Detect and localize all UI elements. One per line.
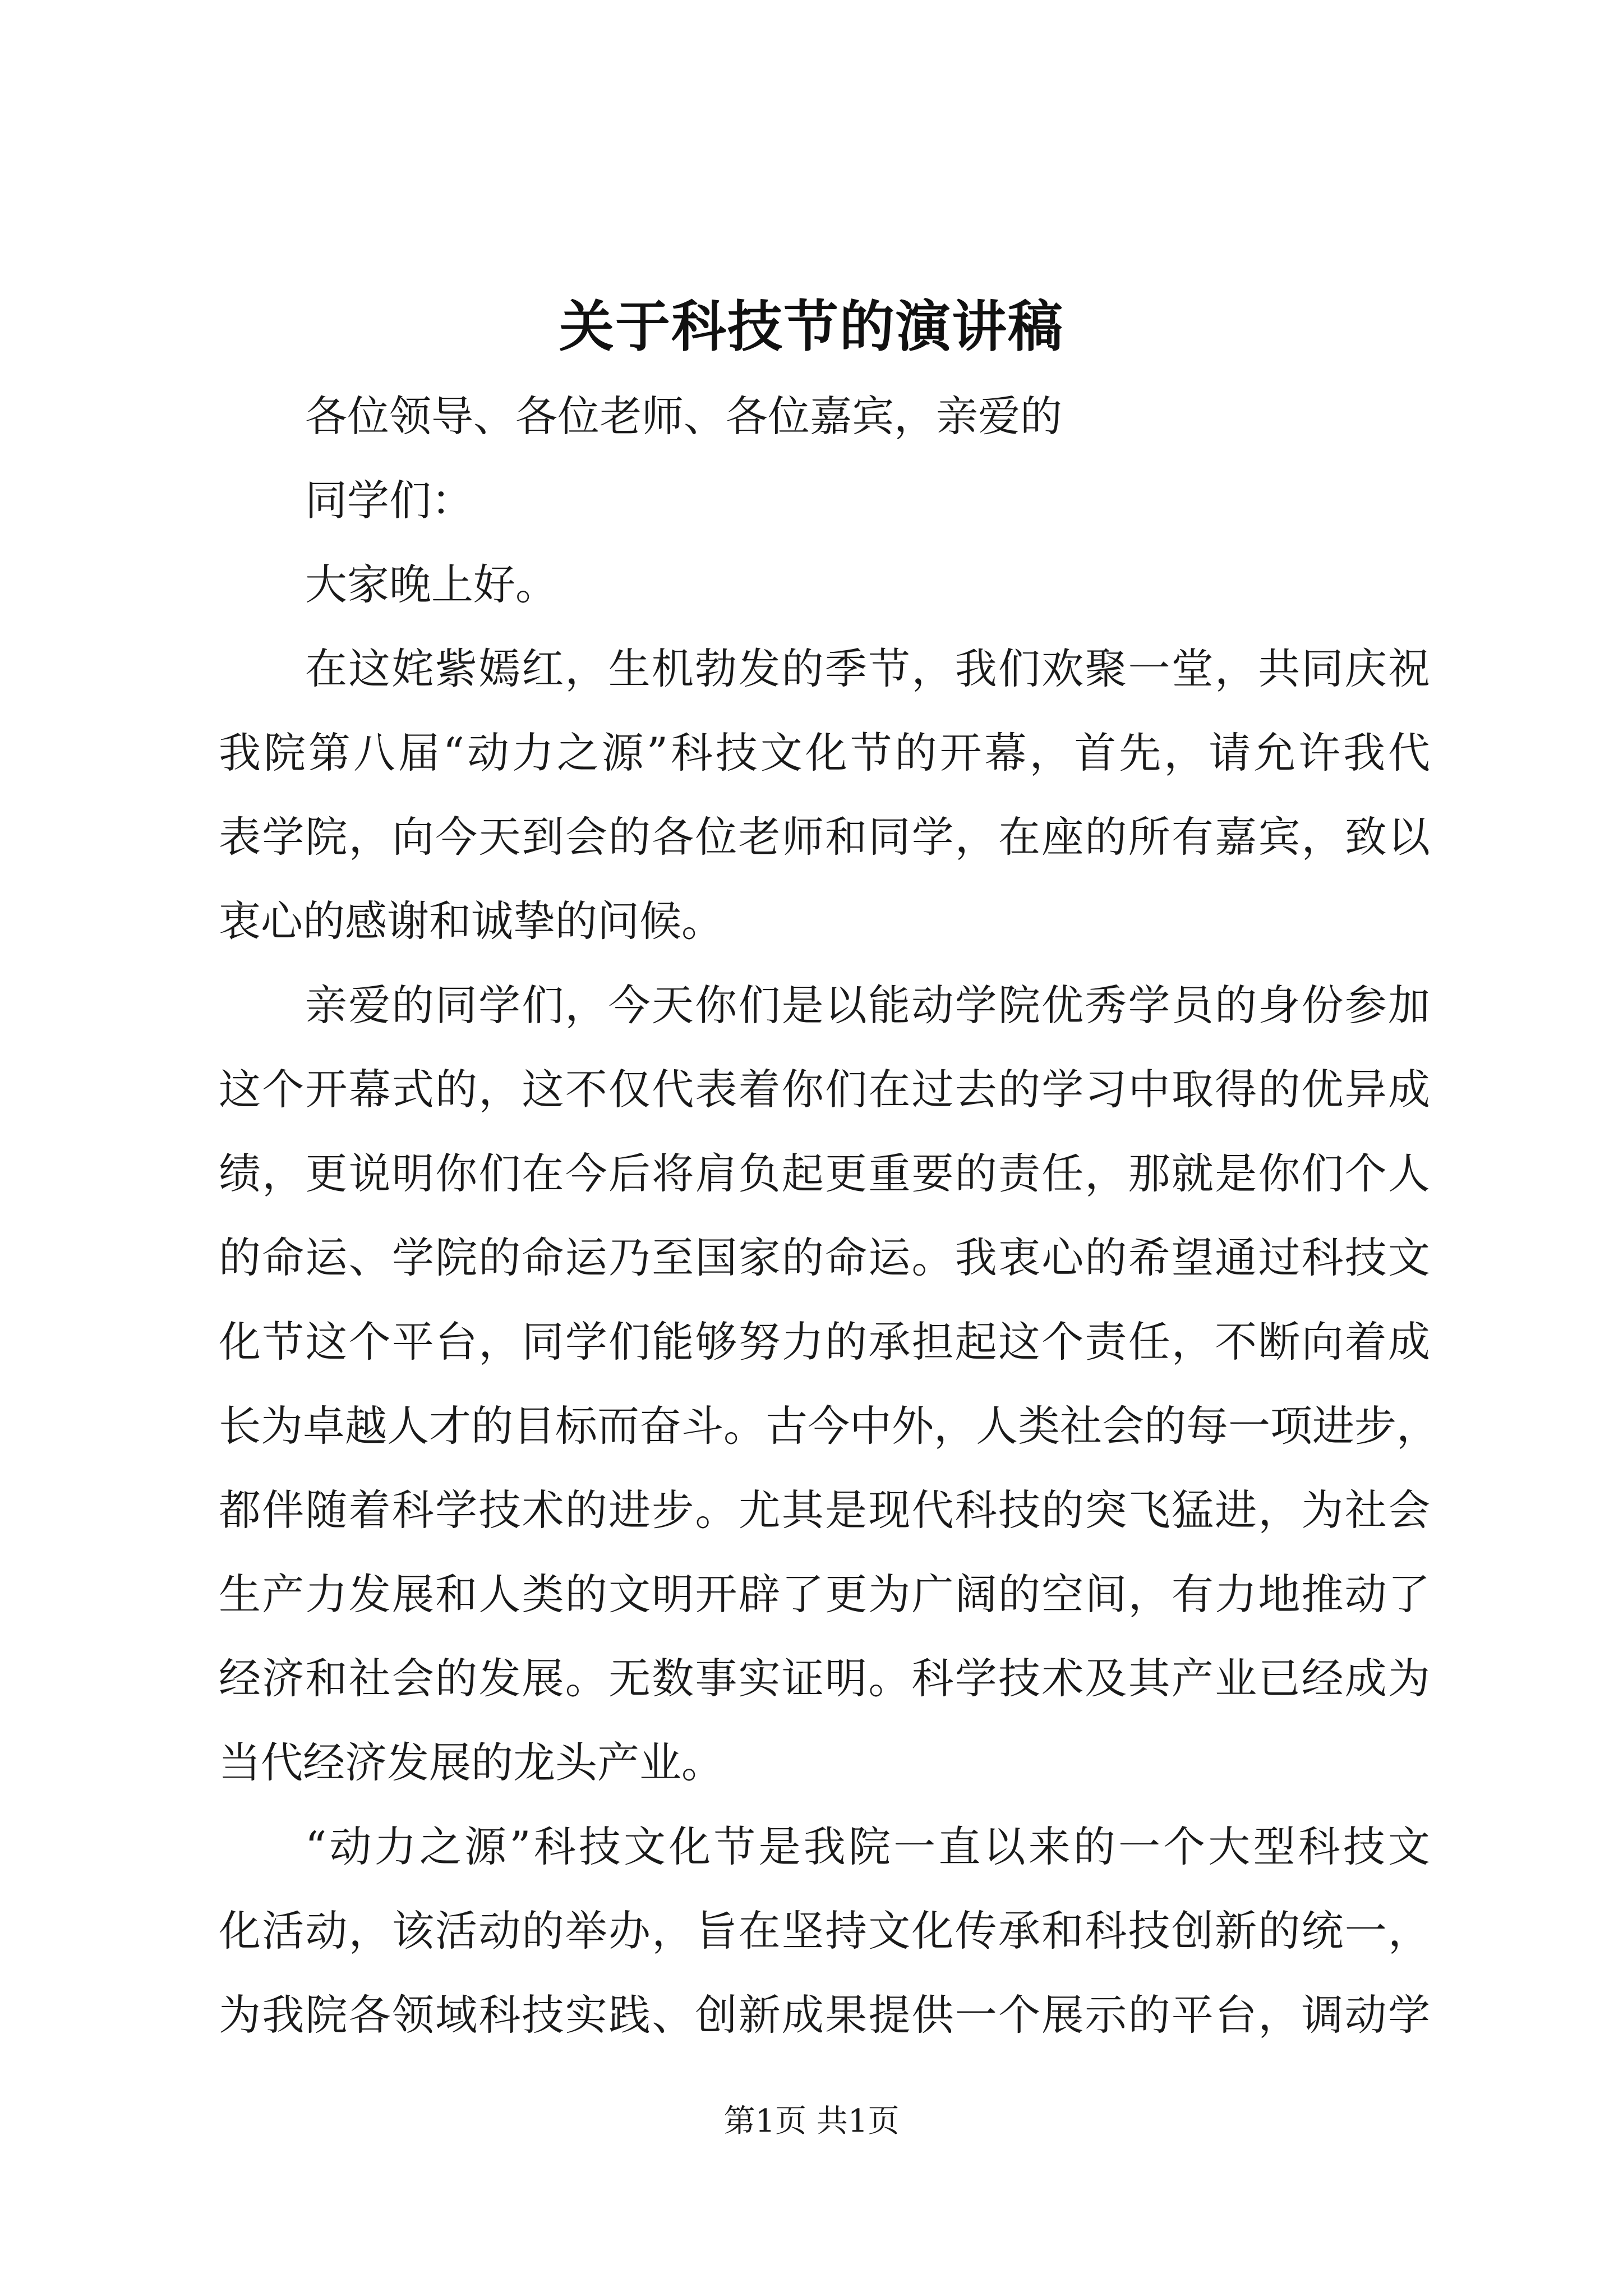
paragraph-line: 当代经济发展的龙头产业。 [219, 1738, 724, 1787]
paragraph-line: 的命运、学院的命运乃至国家的命运。我衷心的希望通过科技文 [219, 1233, 1430, 1282]
paragraph-line: 表学院，向今天到会的各位老师和同学，在座的所有嘉宾，致以 [219, 812, 1430, 862]
paragraph-line: 化节这个平台，同学们能够努力的承担起这个责任，不断向着成 [219, 1317, 1430, 1366]
paragraph-line: 都伴随着科学技术的进步。尤其是现代科技的突飞猛进，为社会 [219, 1485, 1430, 1535]
paragraph-line: 在这姹紫嫣红，生机勃发的季节，我们欢聚一堂，共同庆祝 [305, 644, 1430, 693]
paragraph-line: 这个开幕式的，这不仅代表着你们在过去的学习中取得的优异成 [219, 1065, 1430, 1114]
paragraph-line: 我院第八届“动力之源”科技文化节的开幕，首先，请允许我代 [219, 728, 1430, 777]
paragraph-line: 为我院各领域科技实践、创新成果提供一个展示的平台，调动学 [219, 1990, 1430, 2040]
paragraph-line: 经济和社会的发展。无数事实证明。科学技术及其产业已经成为 [219, 1654, 1430, 1703]
salutation-line: 各位领导、各位老师、各位嘉宾，亲爱的 [305, 392, 1063, 441]
paragraph-line: 化活动，该活动的举办，旨在坚持文化传承和科技创新的统一， [219, 1906, 1430, 1955]
paragraph-line: “动力之源”科技文化节是我院一直以来的一个大型科技文 [305, 1822, 1430, 1871]
salutation-line: 同学们： [305, 476, 474, 525]
document-title: 关于科技节的演讲稿 [559, 295, 1064, 359]
paragraph-line: 绩，更说明你们在今后将肩负起更重要的责任，那就是你们个人 [219, 1149, 1430, 1198]
paragraph-line: 长为卓越人才的目标而奋斗。古今中外，人类社会的每一项进步， [219, 1401, 1439, 1451]
page-footer: 第1页 共1页 [723, 2103, 900, 2139]
paragraph-line: 生产力发展和人类的文明开辟了更为广阔的空间，有力地推动了 [219, 1570, 1430, 1619]
paragraph-line: 衷心的感谢和诚挚的问候。 [219, 896, 724, 946]
paragraph-line: 亲爱的同学们，今天你们是以能动学院优秀学员的身份参加 [305, 981, 1430, 1030]
greeting-line: 大家晚上好。 [305, 560, 558, 609]
